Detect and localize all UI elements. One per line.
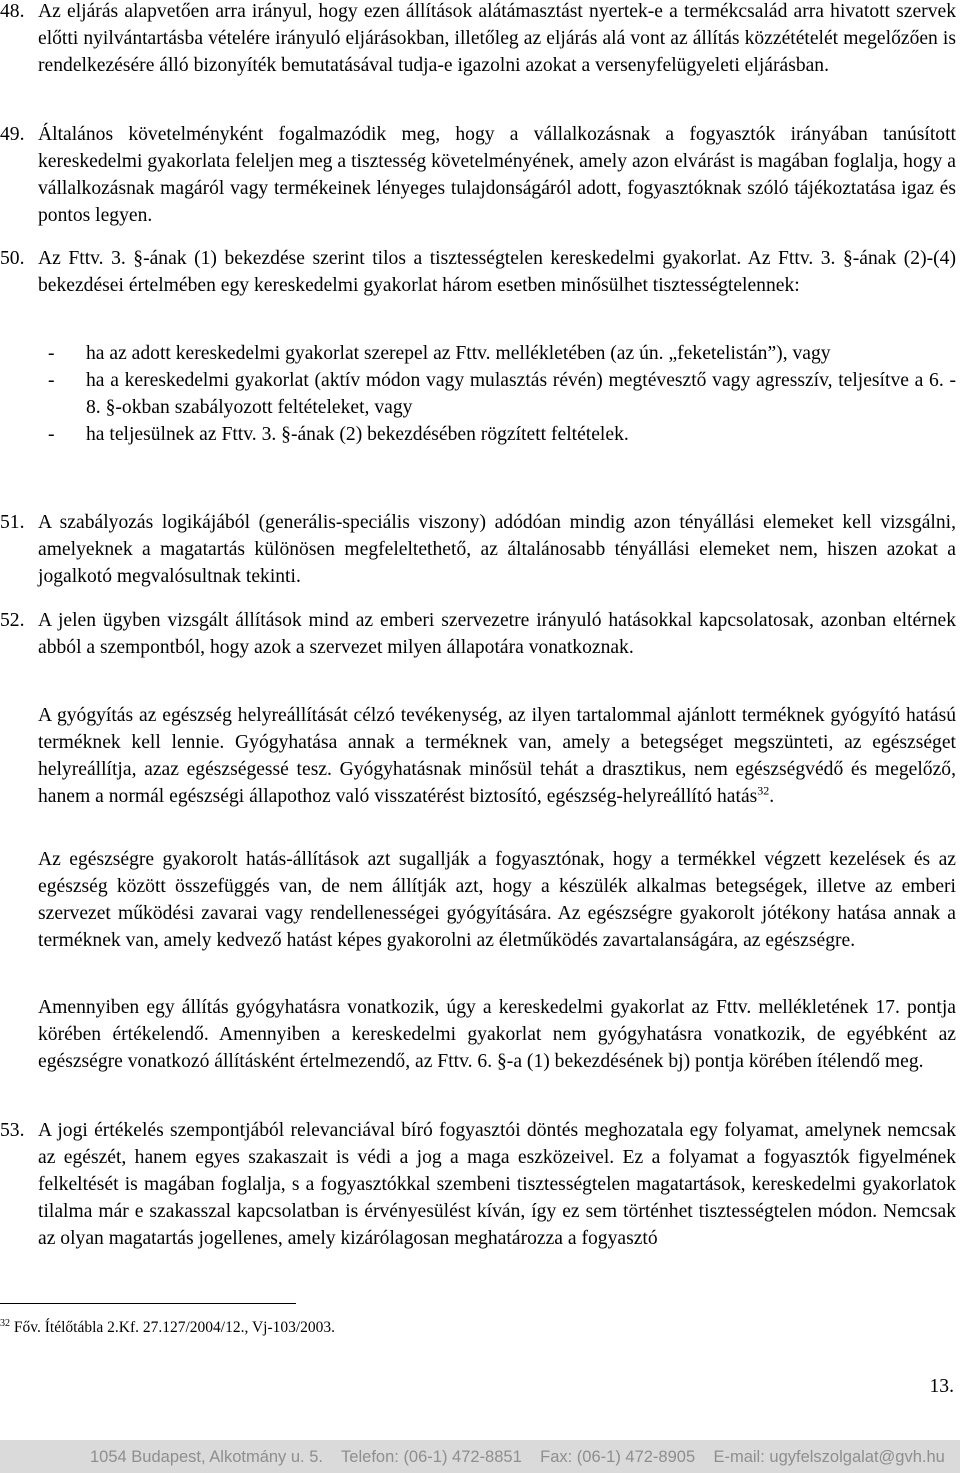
list-item xyxy=(38,367,956,421)
paragraph-text-end: . xyxy=(769,786,775,807)
paragraph-53 xyxy=(0,1117,956,1252)
paragraph-49 xyxy=(0,121,956,229)
paragraph-51 xyxy=(0,509,956,590)
list-item-text: ha a kereskedelmi gyakorlat (aktív módon vagy mulasztás révén) megtévesztő vagy agresszív, teljesítve a 6. - 8. §-okban szabályozott feltételeket, vagy xyxy=(86,370,956,418)
list-item-text: ha az adott kereskedelmi gyakorlat szerepel az Fttv. mellékletében (az ún. „feketelistán”), vagy xyxy=(86,343,831,364)
paragraph-52-continuation xyxy=(0,702,956,810)
paragraph-number: 52. xyxy=(0,610,25,631)
paragraph-number: 48. xyxy=(0,1,25,22)
paragraph-text-segment: A gyógyítás az egészség helyreállítását célzó tevékenység, az ilyen tartalommal ajánlott terméknek gyógyító hatású terméknek kell lennie. Gyógyhatása annak a terméknek van, amely a betegséget megszünteti, az egészséget helyreállítja, azaz egészségessé tesz. Gyógyhatásnak minősül tehát a drasztikus, nem egészségvédő és megelőző, hanem a normál egészségi állapothoz való visszatérést biztosító, egészség-helyreállító hatás xyxy=(38,705,956,807)
footer-email[interactable]: ugyfelszolgalat@gvh.hu xyxy=(769,1448,945,1466)
paragraph-text: A jelen ügyben vizsgált állítások mind az emberi szervezetre irányuló hatásokkal kapcsolatosak, azonban eltérnek abból a szempontból, hogy azok a szervezet milyen állapotára vonatkoznak. xyxy=(38,610,956,658)
bullet-dash: - xyxy=(48,370,55,391)
paragraph-number: 51. xyxy=(0,512,25,533)
paragraph-48 xyxy=(0,0,956,79)
paragraph-number: 50. xyxy=(0,248,25,269)
paragraph-52-continuation xyxy=(0,846,956,954)
list-item xyxy=(38,340,956,367)
bullet-dash: - xyxy=(48,424,55,445)
paragraph-text: Általános követelményként fogalmazódik meg, hogy a vállalkozásnak a fogyasztók irányában tanúsított kereskedelmi gyakorlata feleljen meg a tisztesség követelményének, amely azon elvárást is magában foglalja, hogy a vállalkozásnak magáról vagy termékeinek lényeges tulajdonságáról adott, fogyasztóknak szóló tájékoztatása igaz és pontos legyen. xyxy=(38,124,956,226)
paragraph-text: Amennyiben egy állítás gyógyhatásra vonatkozik, úgy a kereskedelmi gyakorlat az Fttv. mellékletének 17. pontja körében értékelendő. Amennyiben a kereskedelmi gyakorlat nem gyógyhatásra vonatkozik, de egyébként az egészségre vonatkozó állításként értelmezendő, az Fttv. 6. §-a (1) bekezdésének bj) pontja körében ítélendő meg. xyxy=(38,997,956,1072)
footer-email-label: E-mail: xyxy=(713,1448,765,1466)
paragraph-number: 49. xyxy=(0,124,25,145)
paragraph-number: 53. xyxy=(0,1120,25,1141)
footer-phone: (06-1) 472-8851 xyxy=(403,1448,522,1466)
paragraph-text: Az egészségre gyakorolt hatás-állítások azt sugallják a fogyasztónak, hogy a termékkel végzett kezelések és az egészség között összefüggés van, de nem állítják azt, hogy a készülék alkalmas betegségek, illetve az emberi szervezet működési zavarai vagy rendellenességei gyógyítására. Az egészségre gyakorolt jótékony hatása annak a terméknek van, amely kedvező hatást képes gyakorolni az életműködés zavartalanságára, az egészségre. xyxy=(38,849,956,951)
page-number: 13. xyxy=(929,1376,954,1397)
list-item xyxy=(38,421,956,448)
list-item-text: ha teljesülnek az Fttv. 3. §-ának (2) bekezdésében rögzített feltételek. xyxy=(86,424,629,445)
paragraph-text: A jogi értékelés szempontjából relevanciával bíró fogyasztói döntés meghozatala egy folyamat, amelynek nemcsak az egészét, hanem egyes szakaszait is védi a jog a maga eszközeivel. Ez a folyamat a fogyasztók figyelmének felkeltését is magában foglalja, s a fogyasztókkal szembeni tisztességtelen magatartások, kereskedelmi gyakorlatok tilalma már e szakasszal kapcsolatban is érvényesülést kíván, így ez sem történhet tisztességtelen módon. Nemcsak az olyan magatartás jogellenes, amely kizárólagosan meghatározza a fogyasztó xyxy=(38,1120,956,1249)
paragraph-52-continuation xyxy=(0,994,956,1075)
paragraph-text: Az eljárás alapvetően arra irányul, hogy ezen állítások alátámasztást nyertek-e a termékcsalád arra hivatott szervek előtti nyilvántartásba vételére irányuló eljárásokban, illetőleg az eljárás alá vont az állítás közzétételét megelőzően is rendelkezésére álló bizonyíték bemutatásával tudja-e igazolni azokat a versenyfelügyeleti eljárásban. xyxy=(38,1,956,76)
footnote-number: 32 xyxy=(0,1317,10,1329)
footer-phone-label: Telefon: xyxy=(341,1448,399,1466)
footer-address: 1054 Budapest, Alkotmány u. 5. xyxy=(90,1448,323,1466)
bullet-dash: - xyxy=(48,343,55,364)
paragraph-50 xyxy=(0,245,956,299)
footer-contact xyxy=(90,1443,960,1471)
footnote xyxy=(0,1317,335,1339)
paragraph-text xyxy=(38,702,956,810)
paragraph-text: A szabályozás logikájából (generális-speciális viszony) adódóan mindig azon tényállási elemeket kell vizsgálni, amelyeknek a magatartás különösen megfeleltethető, az általánosabb tényállási elemeket nem, hiszen azokat a jogalkotó megvalósultnak tekinti. xyxy=(38,512,956,587)
paragraph-text: Az Fttv. 3. §-ának (1) bekezdése szerint tilos a tisztességtelen kereskedelmi gyakorlat. Az Fttv. 3. §-ának (2)-(4) bekezdései értelmében egy kereskedelmi gyakorlat három esetben minősülhet tisztességtelennek: xyxy=(38,248,956,296)
footnote-reference[interactable]: 32 xyxy=(757,783,770,798)
footer-fax-label: Fax: xyxy=(540,1448,573,1466)
bullet-list xyxy=(38,340,956,448)
paragraph-52 xyxy=(0,607,956,661)
footnote-separator xyxy=(0,1303,296,1304)
footer-fax: (06-1) 472-8905 xyxy=(576,1448,696,1466)
footnote-text: Főv. Ítélőtábla 2.Kf. 27.127/2004/12., Vj-103/2003. xyxy=(13,1319,336,1336)
